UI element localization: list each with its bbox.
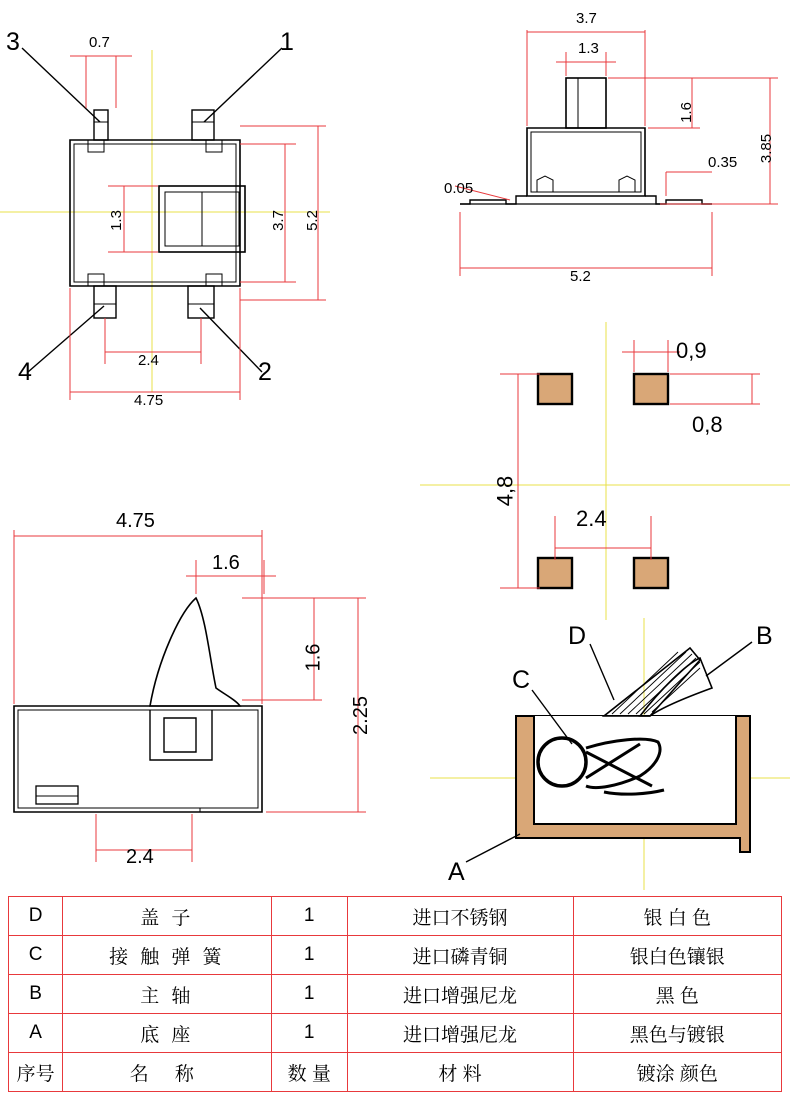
dim-front-5_2: 5.2 [570,268,591,285]
exploded-callout-C: C [512,666,531,694]
bom-table [8,896,782,1092]
bom-material: 进口不锈钢 [347,897,573,936]
bom-qty: 1 [271,975,347,1014]
bom-header-id: 序号 [9,1053,63,1092]
top-view-callout-1: 1 [280,28,294,56]
dim-pad-4_8: 4,8 [492,475,518,507]
dim-front-0_05: 0.05 [444,180,474,197]
bom-qty: 1 [271,936,347,975]
bom-name: 主 轴 [63,975,272,1014]
top-view-callout-2: 2 [258,358,272,386]
bom-qty: 1 [271,1014,347,1053]
table-row [9,975,782,1014]
exploded-callout-A: A [448,858,465,886]
dim-front-1_6: 1.6 [677,102,695,123]
dim-front-1_3: 1.3 [578,40,599,57]
table-header-row [9,1053,782,1092]
bom-id: D [9,897,63,936]
table-row [9,936,782,975]
bom-id: C [9,936,63,975]
dim-side-2_25: 2.25 [349,696,372,735]
exploded-callout-B: B [756,622,773,650]
bom-qty: 1 [271,897,347,936]
dim-pad-2_4: 2.4 [576,506,607,531]
bom-material: 进口增强尼龙 [347,1014,573,1053]
bom-name: 盖 子 [63,897,272,936]
bom-header-qty: 数 量 [271,1053,347,1092]
bom-material: 进口磷青铜 [347,936,573,975]
bom-color: 黑色与镀银 [573,1014,781,1053]
table-row [9,1014,782,1053]
dim-top-5_2: 5.2 [303,210,321,231]
dim-top-1_3: 1.3 [107,210,125,231]
dim-side-1_6-h: 1.6 [212,552,240,574]
bom-material: 进口增强尼龙 [347,975,573,1014]
exploded-callout-D: D [568,622,587,650]
bom-color: 银白色镶银 [573,936,781,975]
bom-id: B [9,975,63,1014]
table-row [9,897,782,936]
dim-side-1_6-v: 1.6 [302,643,325,672]
dim-pad-0_9: 0,9 [676,338,707,363]
bom-name: 底 座 [63,1014,272,1053]
dim-front-0_35: 0.35 [708,154,738,171]
dim-pad-0_8: 0,8 [692,412,723,437]
dim-side-4_75: 4.75 [116,510,155,532]
bom-header-material: 材 料 [347,1053,573,1092]
top-view-callout-3: 3 [6,28,20,56]
top-view-callout-4: 4 [18,358,32,386]
dim-top-3_7: 3.7 [269,210,287,231]
dim-top-4_75: 4.75 [134,392,164,409]
bom-id: A [9,1014,63,1053]
bom-color: 银 白 色 [573,897,781,936]
bom-header-name: 名 称 [63,1053,272,1092]
dim-side-2_4: 2.4 [126,846,154,868]
bom-color: 黑 色 [573,975,781,1014]
dim-front-3_85: 3.85 [758,133,776,164]
bom-header-color: 镀涂 颜色 [573,1053,781,1092]
dim-top-0_7: 0.7 [89,34,110,51]
bom-name: 接 触 弹 簧 [63,936,272,975]
dim-front-3_7: 3.7 [576,10,597,27]
dim-top-2_4: 2.4 [138,352,159,369]
